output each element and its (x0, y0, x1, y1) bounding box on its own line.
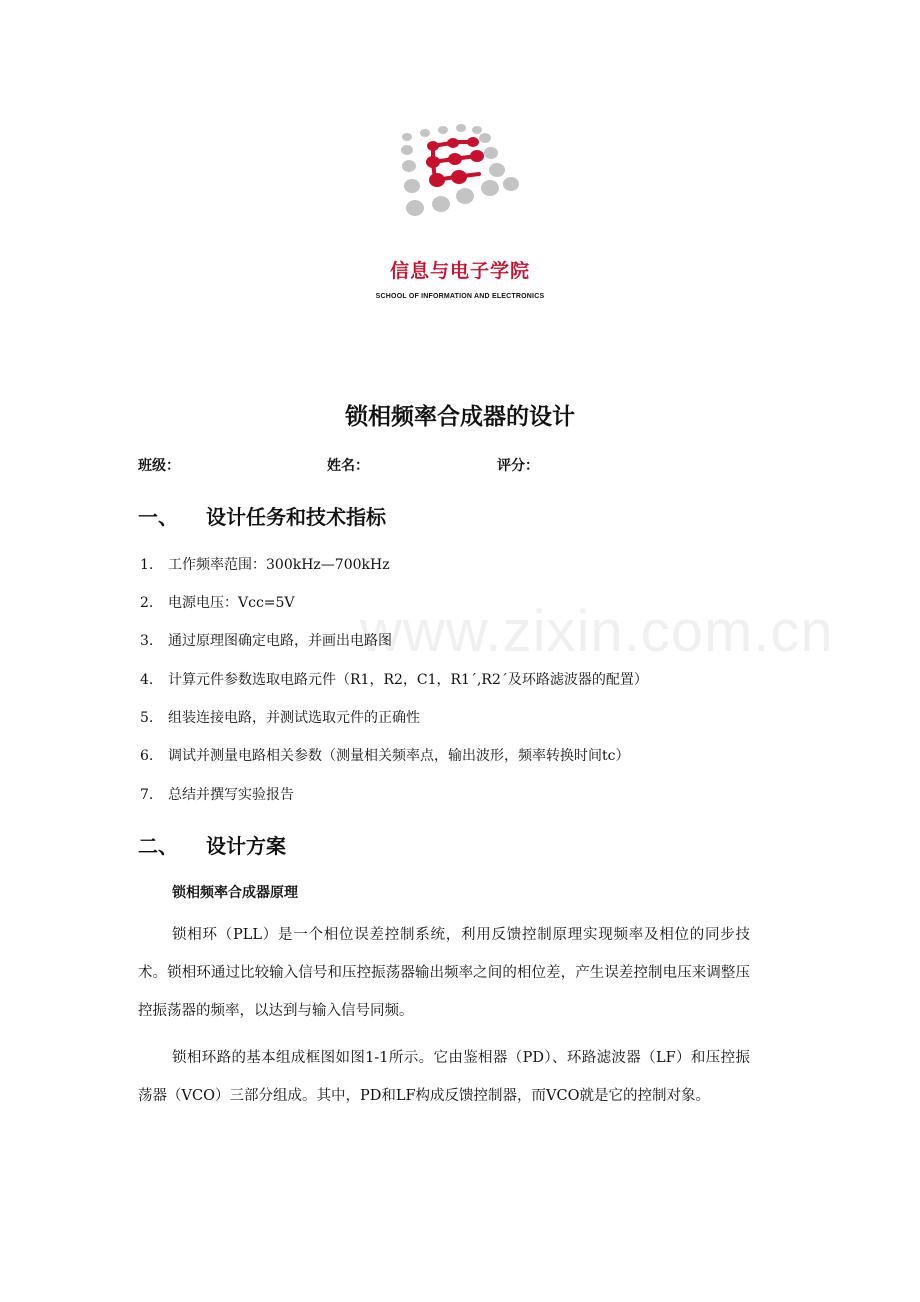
task-item (140, 554, 390, 574)
task-index: 4. (140, 672, 154, 688)
school-name-en: SCHOOL OF INFORMATION AND ELECTRONICS (375, 293, 545, 300)
document-title: 锁相频率合成器的设计 (345, 404, 575, 430)
task-text: 组装连接电路，并测试选取元件的正确性 (168, 710, 420, 726)
task-text: 计算元件参数选取电路元件（R1，R2，C1，R1´,R2´及环路滤波器的配置） (168, 672, 648, 688)
section-1-title: 设计任务和技术指标 (206, 505, 386, 529)
task-text: 通过原理图确定电路，并画出电路图 (168, 633, 392, 649)
task-text: 总结并撰写实验报告 (168, 787, 294, 803)
body-paragraph: 锁相环路的基本组成框图如图1-1所示。它由鉴相器（PD）、环路滤波器（LF）和压控振荡器（VCO）三部分组成。其中，PD和LF构成反馈控制器，而VCO就是它的控制对象。 (138, 1050, 750, 1104)
task-item (140, 630, 392, 650)
school-name-cn: 信息与电子学院 (389, 260, 530, 282)
section-1-heading (138, 501, 386, 530)
watermark-text: www.zixin.com.cn (360, 599, 834, 664)
task-index: 6. (140, 748, 154, 764)
section-2-title: 设计方案 (206, 834, 286, 858)
principle-subheading: 锁相频率合成器原理 (172, 885, 298, 901)
score-label: 评分： (497, 458, 539, 474)
section-2-number: 二、 (138, 834, 178, 858)
task-index: 7. (140, 787, 154, 803)
task-item (140, 669, 648, 689)
name-label: 姓名： (327, 458, 369, 474)
task-text: 电源电压：Vcc=5V (168, 595, 295, 611)
task-index: 2. (140, 595, 154, 611)
task-text: 工作频率范围：300kHz—700kHz (168, 557, 390, 573)
task-item (140, 784, 294, 804)
task-index: 1. (140, 557, 154, 573)
task-index: 5. (140, 710, 154, 726)
section-1-number: 一、 (138, 505, 178, 529)
task-text: 调试并测量电路相关参数（测量相关频率点，输出波形，频率转换时间tc） (168, 748, 630, 764)
task-index: 3. (140, 633, 154, 649)
task-item (140, 707, 420, 727)
task-item (140, 592, 295, 612)
school-logo-icon (395, 120, 530, 230)
class-label: 班级： (138, 458, 180, 474)
task-item (140, 745, 629, 765)
section-2-heading (138, 830, 286, 859)
body-paragraph: 锁相环（PLL）是一个相位误差控制系统，利用反馈控制原理实现频率及相位的同步技术。锁相环通过比较输入信号和压控振荡器输出频率之间的相位差，产生误差控制电压来调整压控振荡器的频率，以达到与输入信号同频。 (138, 927, 750, 1019)
